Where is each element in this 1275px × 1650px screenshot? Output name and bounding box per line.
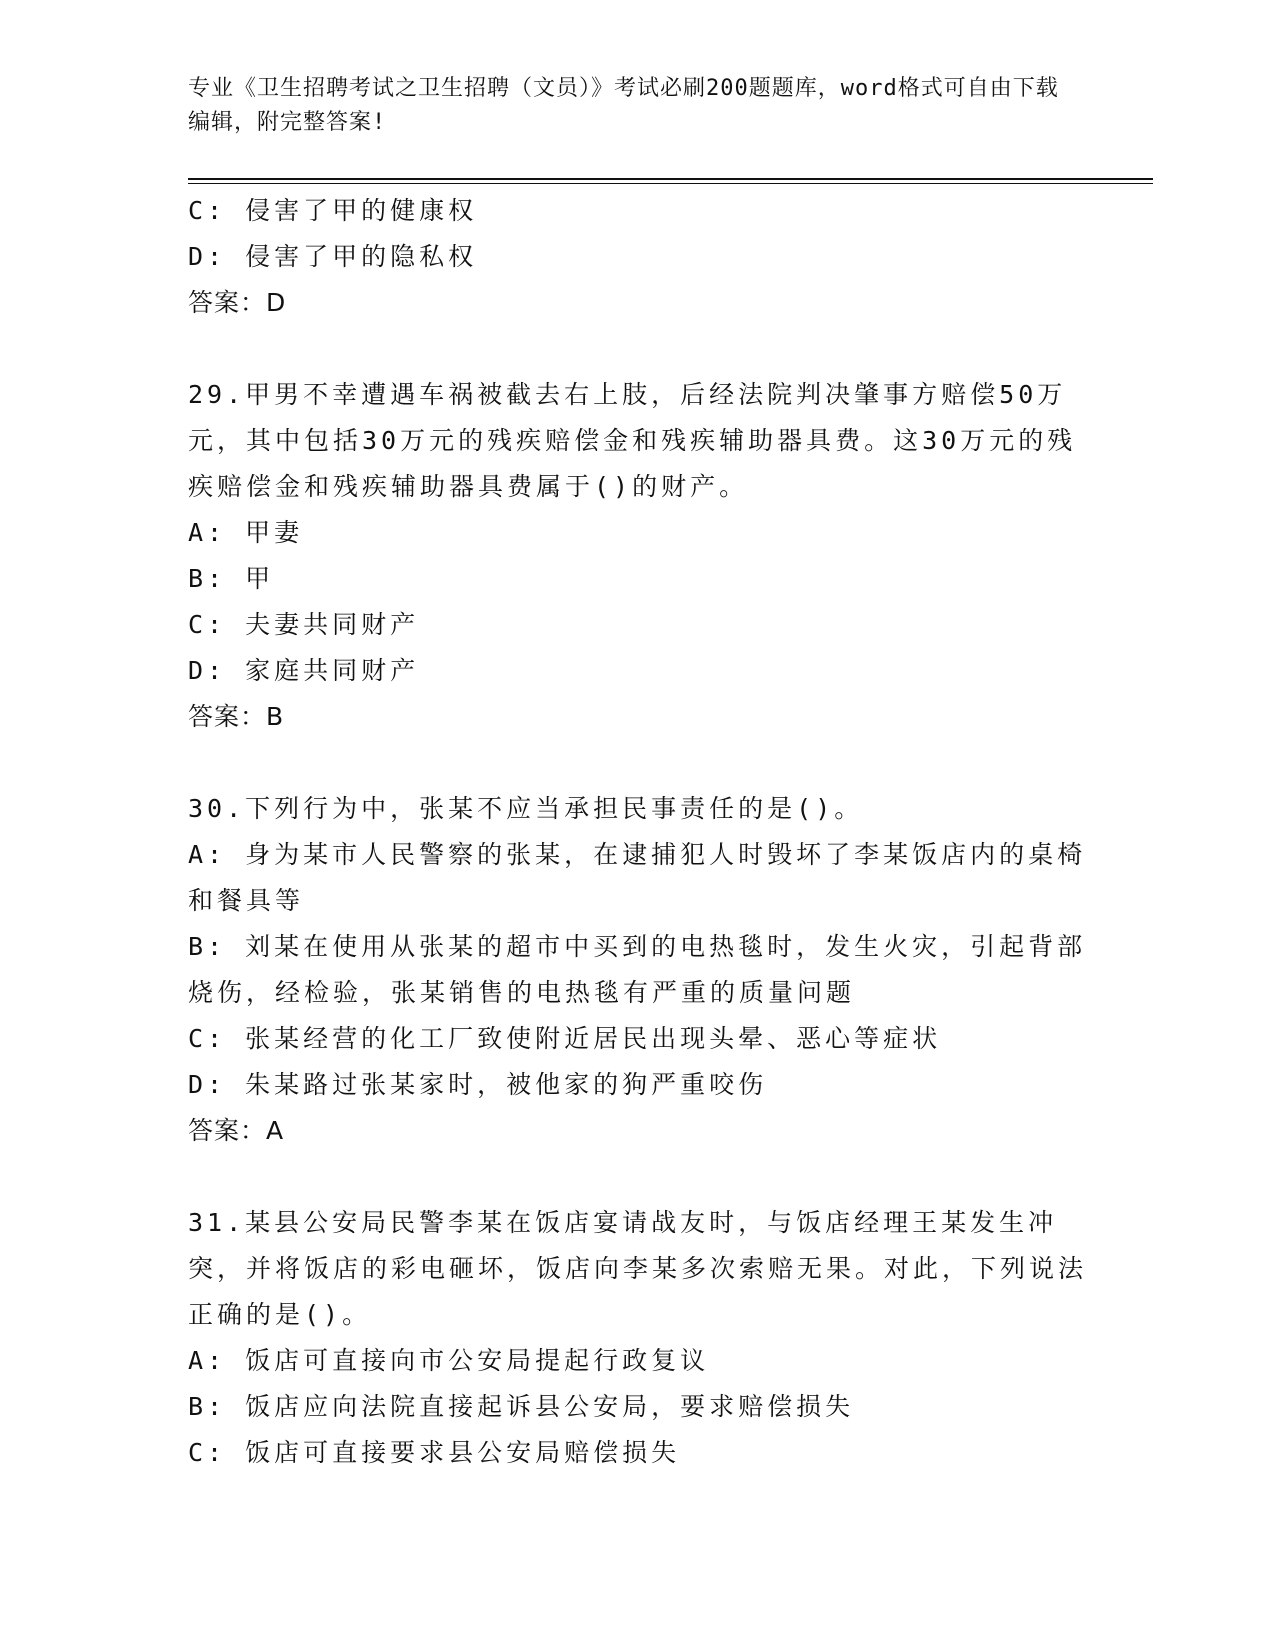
question-stem: 30.下列行为中，张某不应当承担民事责任的是()。 [188,794,864,823]
option-line: C: 夫妻共同财产 [188,610,420,639]
option-line: C: 侵害了甲的健康权 [188,196,478,225]
option-line: A: 身为某市人民警察的张某，在逮捕犯人时毁坏了李某饭店内的桌椅和餐具等 [188,840,1087,915]
option-line: B: 甲 [188,564,275,593]
question-stem: 29.甲男不幸遭遇车祸被截去右上肢，后经法院判决肇事方赔偿50万元，其中包括30万元的残疾赔偿金和残疾辅助器具费。这30万元的残疾赔偿金和残疾辅助器具费属于()的财产。 [188,380,1077,501]
option-line: B: 刘某在使用从张某的超市中买到的电热毯时，发生火灾，引起背部烧伤，经检验，张某销售的电热毯有严重的质量问题 [188,932,1087,1007]
header-rule-thin [188,183,1153,184]
option-line: D: 侵害了甲的隐私权 [188,242,478,271]
spacer [188,740,1088,786]
page-header: 专业《卫生招聘考试之卫生招聘（文员）》考试必刷200题题库，word格式可自由下载编辑，附完整答案! [188,76,1059,135]
question-content [188,188,1088,1476]
answer-line: 答案：B [188,702,285,731]
option-line: A: 饭店可直接向市公安局提起行政复议 [188,1346,710,1375]
option-line: A: 甲妻 [188,518,304,547]
option-line: B: 饭店应向法院直接起诉县公安局，要求赔偿损失 [188,1392,855,1421]
answer-line: 答案：D [188,288,287,317]
spacer [188,326,1088,372]
option-line: D: 家庭共同财产 [188,656,420,685]
option-line: C: 张某经营的化工厂致使附近居民出现头晕、恶心等症状 [188,1024,942,1053]
option-line: D: 朱某路过张某家时，被他家的狗严重咬伤 [188,1070,768,1099]
question-stem: 31.某县公安局民警李某在饭店宴请战友时，与饭店经理王某发生冲突，并将饭店的彩电砸坏，饭店向李某多次索赔无果。对此，下列说法正确的是()。 [188,1208,1088,1329]
spacer [188,1154,1088,1200]
header-rule-thick [188,178,1153,180]
option-line: C: 饭店可直接要求县公安局赔偿损失 [188,1438,681,1467]
answer-line: 答案：A [188,1116,285,1145]
